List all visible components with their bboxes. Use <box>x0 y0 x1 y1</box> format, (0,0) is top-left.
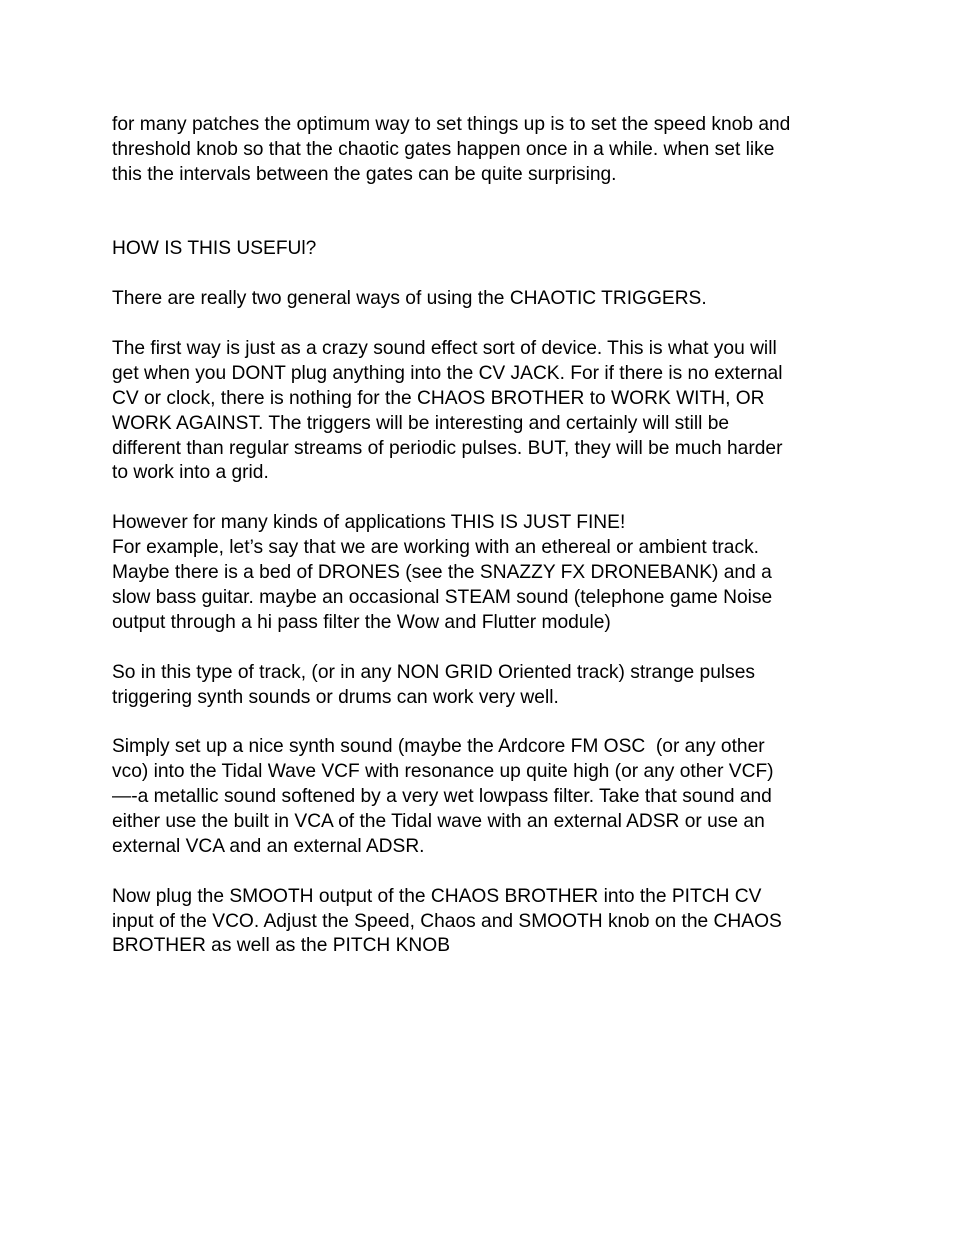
section-heading <box>112 237 842 262</box>
spacer <box>112 710 842 735</box>
text-line: for many patches the optimum way to set things up is to set the speed knob and <box>112 114 791 135</box>
text-line: to work into a grid. <box>112 462 269 484</box>
text-line: There are really two general ways of using the CHAOTIC TRIGGERS. <box>112 288 707 310</box>
text-line: this the intervals between the gates can be quite surprising. <box>112 163 617 185</box>
text-line: CV or clock, there is nothing for the CHAOS BROTHER to WORK WITH, OR <box>112 387 765 409</box>
paragraph-first-way <box>112 337 842 486</box>
spacer <box>112 312 842 337</box>
text-line: different than regular streams of periodic pulses. BUT, they will be much harder <box>112 437 783 459</box>
text-line: For example, let’s say that we are working with an ethereal or ambient track. <box>112 537 759 559</box>
paragraph-intro <box>112 113 842 188</box>
text-line: either use the built in VCA of the Tidal wave with an external ADSR or use an <box>112 810 765 832</box>
paragraph-two-ways <box>112 287 842 312</box>
text-line: threshold knob so that the chaotic gates happen once in a while. when set like <box>112 138 775 160</box>
text-line: Now plug the SMOOTH output of the CHAOS BROTHER into the PITCH CV <box>112 885 762 907</box>
document-body <box>112 113 842 959</box>
paragraph-example <box>112 511 842 635</box>
spacer <box>112 262 842 287</box>
text-line: input of the VCO. Adjust the Speed, Chaos and SMOOTH knob on the CHAOS <box>112 910 782 932</box>
text-line: slow bass guitar. maybe an occasional STEAM sound (telephone game Noise <box>112 586 773 608</box>
text-line: Maybe there is a bed of DRONES (see the SNAZZY FX DRONEBANK) and a <box>112 562 772 584</box>
paragraph-smooth-output <box>112 885 842 960</box>
paragraph-non-grid <box>112 661 842 711</box>
text-line: BROTHER as well as the PITCH KNOB <box>112 935 450 957</box>
text-line: WORK AGAINST. The triggers will be interesting and certainly will still be <box>112 412 730 434</box>
text-line: output through a hi pass filter the Wow and Flutter module) <box>112 611 611 633</box>
text-line: triggering synth sounds or drums can work very well. <box>112 686 559 708</box>
text-line: external VCA and an external ADSR. <box>112 835 425 857</box>
text-line: However for many kinds of applications THIS IS JUST FINE! <box>112 512 626 534</box>
text-line: Simply set up a nice synth sound (maybe the Ardcore FM OSC (or any other <box>112 736 765 758</box>
spacer <box>112 486 842 511</box>
text-line: get when you DONT plug anything into the CV JACK. For if there is no external <box>112 362 783 384</box>
text-line: The first way is just as a crazy sound effect sort of device. This is what you will <box>112 338 777 360</box>
spacer <box>112 860 842 885</box>
text-line: So in this type of track, (or in any NON GRID Oriented track) strange pulses <box>112 661 756 683</box>
spacer <box>112 188 842 238</box>
text-line: —-a metallic sound softened by a very wet lowpass filter. Take that sound and <box>112 786 772 808</box>
spacer <box>112 636 842 661</box>
heading-line: HOW IS THIS USEFUl? <box>112 238 317 260</box>
text-line: vco) into the Tidal Wave VCF with resonance up quite high (or any other VCF) <box>112 761 774 783</box>
paragraph-synth-setup <box>112 735 842 859</box>
